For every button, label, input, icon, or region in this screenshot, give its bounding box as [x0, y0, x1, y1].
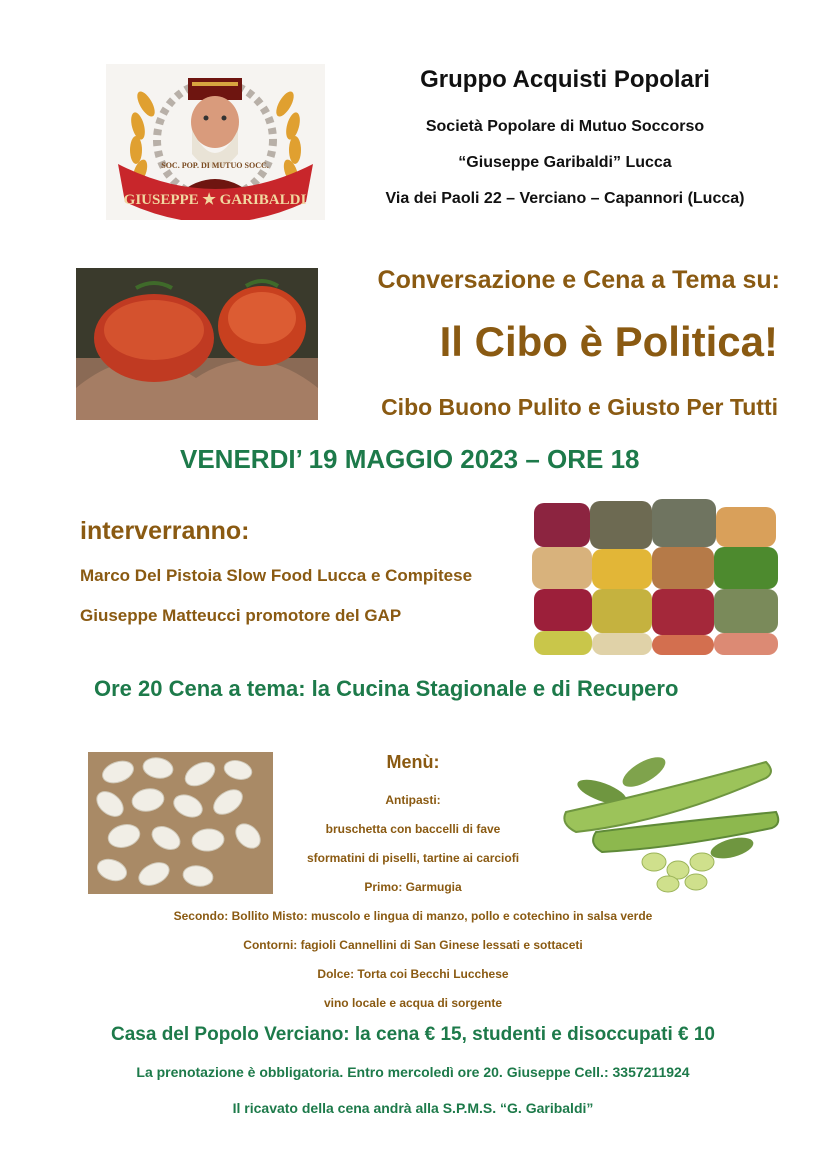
menu-item: vino locale e acqua di sorgente — [323, 996, 503, 1010]
menu-item: Contorni: fagioli Cannellini di San Ginese lessati e sottaceti — [243, 938, 583, 952]
header-title: Gruppo Acquisti Popolari — [420, 66, 710, 93]
dinner-line-text: Ore 20 Cena a tema: la Cucina Stagionale e di Recupero — [94, 676, 679, 701]
event-date-text: VENERDI’ 19 MAGGIO 2023 – ORE 18 — [180, 444, 640, 474]
garibaldi-logo-graphic — [106, 64, 325, 220]
menu-item: Dolce: Torta coi Becchi Lucchese — [317, 967, 509, 981]
event-tagline: Cibo Buono Pulito e Giusto Per Tutti — [381, 394, 778, 420]
footer-price: Casa del Popolo Verciano: la cena € 15, studenti e disoccupati € 10 — [111, 1024, 715, 1045]
footer-booking: La prenotazione è obbligatoria. Entro mercoledì ore 20. Giuseppe Cell.: 3357211924 — [136, 1064, 690, 1080]
dinner-line — [0, 676, 826, 702]
header-name-line: “Giuseppe Garibaldi” Lucca — [458, 154, 672, 171]
event-subtitle: Conversazione e Cena a Tema su: — [377, 266, 780, 294]
tomato-photo — [76, 268, 318, 420]
society-logo — [106, 64, 325, 220]
speaker-item: Marco Del Pistoia Slow Food Lucca e Compitese — [80, 566, 473, 585]
header-society-line: Società Popolare di Mutuo Soccorso — [425, 118, 705, 135]
menu-item: sformatini di piselli, tartine ai carciofi — [306, 851, 520, 865]
legumes-grid-photo — [530, 497, 782, 657]
footer-proceeds: Il ricavato della cena andrà alla S.P.M.S. “G. Garibaldi” — [232, 1100, 594, 1116]
menu-title: Menù: — [386, 752, 440, 772]
menu-item: Secondo: Bollito Misto: muscolo e lingua di manzo, pollo e cotechino in salsa verde — [173, 909, 653, 923]
speakers-heading: interverranno: — [80, 517, 250, 545]
logo-name-text: GIUSEPPE ★ GARIBALDI — [123, 192, 307, 208]
logo-ring-text: SOC. POP. DI MUTUO SOCC. — [161, 161, 269, 170]
menu-item: bruschetta con baccelli di fave — [325, 822, 501, 836]
event-date — [0, 444, 826, 475]
event-title: Il Cibo è Politica! — [439, 318, 778, 365]
speaker-item: Giuseppe Matteucci promotore del GAP — [80, 606, 402, 625]
header-address-line: Via dei Paoli 22 – Verciano – Capannori (Lucca) — [385, 190, 745, 207]
menu-item: Antipasti: — [385, 793, 441, 807]
menu-item: Primo: Garmugia — [364, 880, 462, 894]
